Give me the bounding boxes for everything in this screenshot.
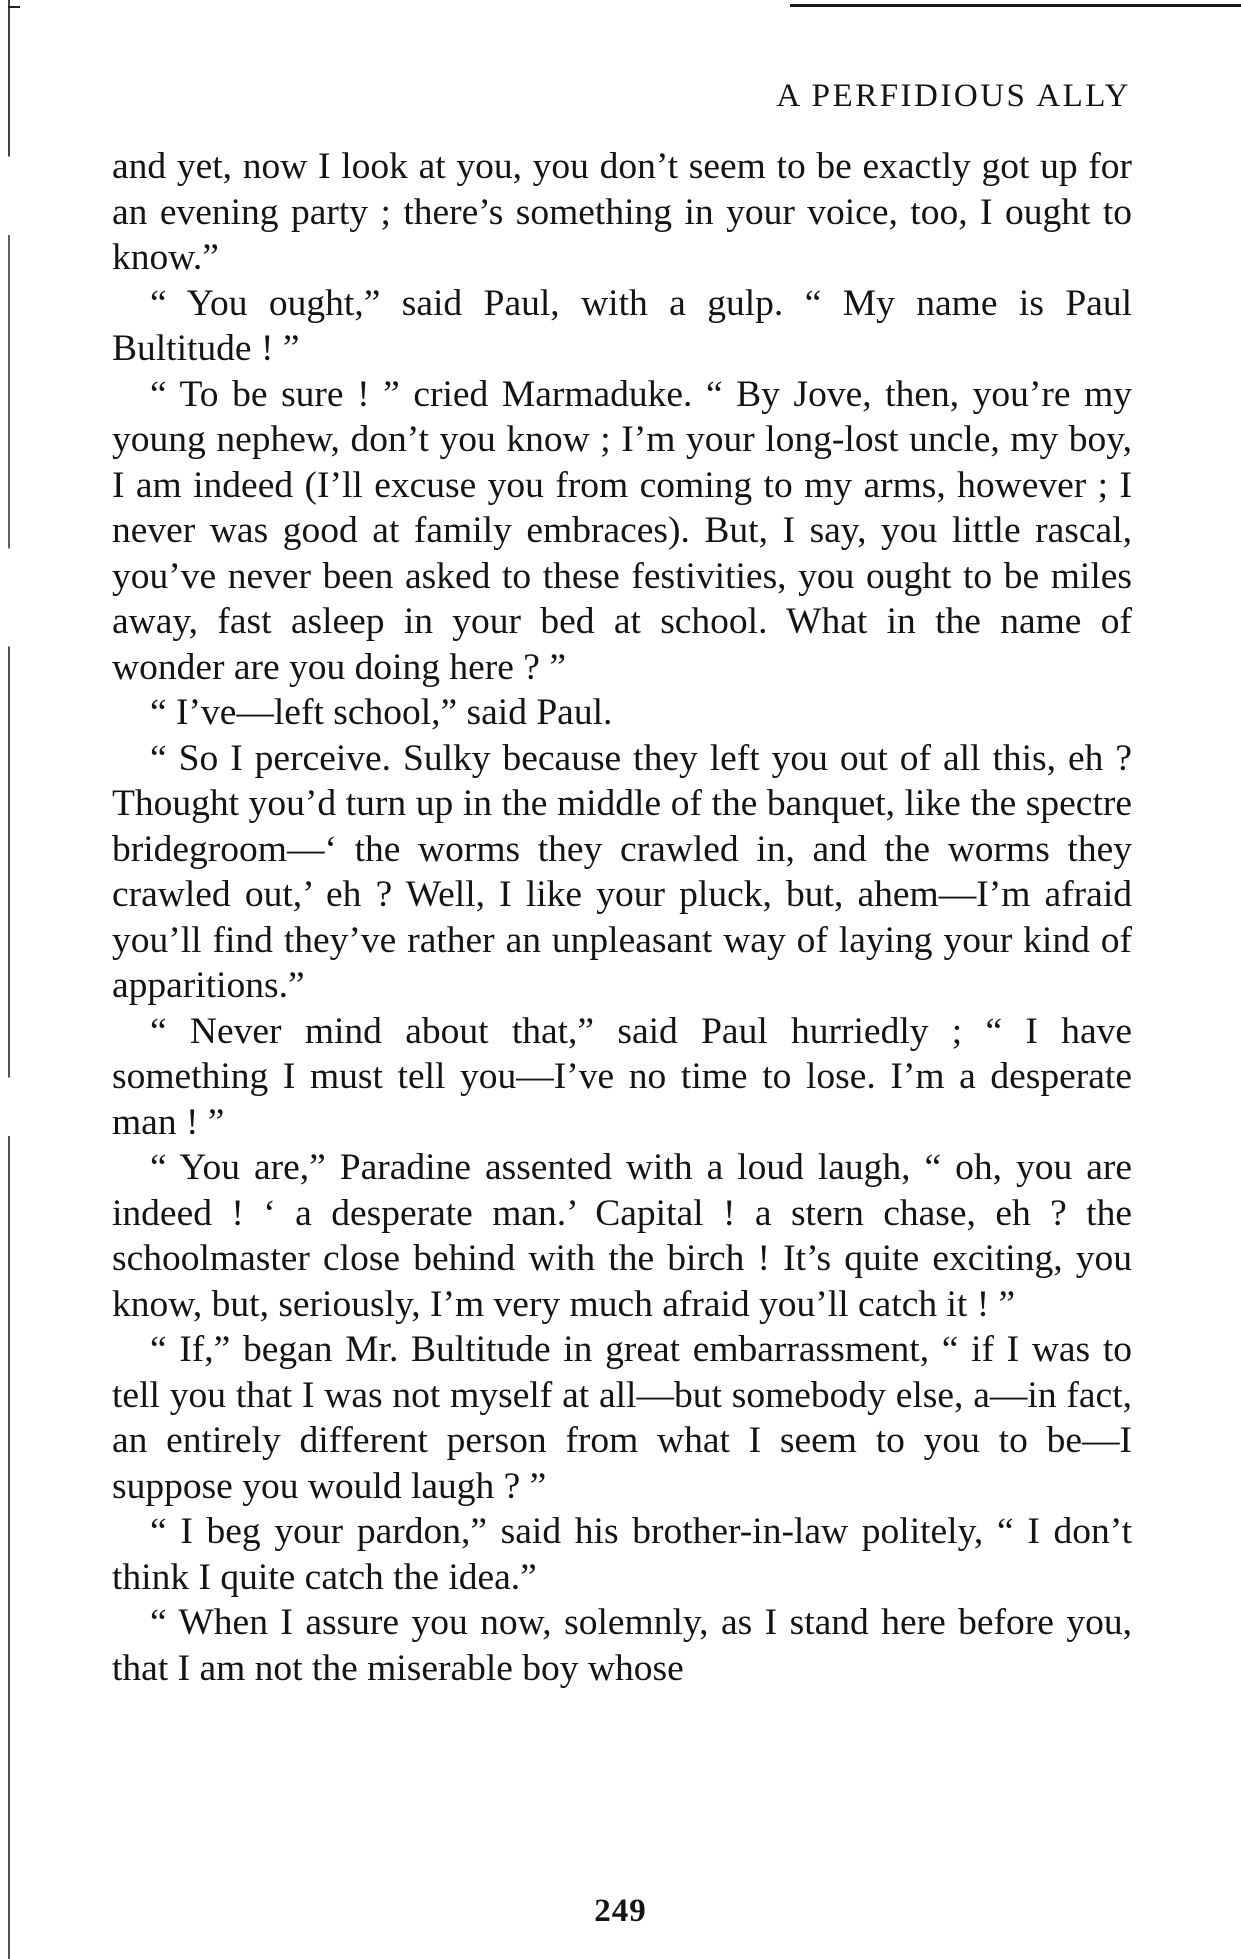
paragraph: “ To be sure ! ” cried Marmaduke. “ By Jove, then, you’re my young nephew, don’t you know ; I’m your long-lost uncle, my boy, I am indeed (I’ll excuse you from coming to my arms, however ; I never was good at family embraces). But, I say, you little rascal, you’ve never been asked to these festivities, you ought to be miles away, fast asleep in your bed at school. What in the name of wonder are you doing here ? ” — [112, 373, 1132, 688]
running-head: A PERFIDIOUS ALLY — [776, 78, 1131, 114]
paragraph: “ You ought,” said Paul, with a gulp. “ My name is Paul Bultitude ! ” — [112, 282, 1132, 369]
paragraph: “ So I perceive. Sulky because they left you out of all this, eh ? Thought you’d turn up in the middle of the banquet, like the spectre bridegroom—‘ the worms they crawled in, and the worms they crawled out,’ eh ? Well, I like your pluck, but, ahem—I’m afraid you’ll find they’ve rather an unpleasant way of laying your kind of apparitions.” — [112, 737, 1132, 1006]
paragraph: “ I beg your pardon,” said his brother-in-law politely, “ I don’t think I quite catch the idea.” — [112, 1511, 1132, 1598]
paragraph: “ When I assure you now, solemnly, as I stand here before you, that I am not the miserable boy whose — [112, 1602, 1132, 1689]
page-edge-tick — [8, 6, 20, 8]
paragraph: “ If,” began Mr. Bultitude in great embarrassment, “ if I was to tell you that I was not myself at all—but somebody else, a—in fact, an entirely different person from what I seem to you to be—I suppose you would laugh ? ” — [112, 1329, 1132, 1507]
paragraph: “ I’ve—left school,” said Paul. — [150, 692, 613, 733]
paragraph: “ Never mind about that,” said Paul hurriedly ; “ I have something I must tell you—I’ve no time to lose. I’m a desperate man ! ” — [112, 1010, 1132, 1143]
page-number: 249 — [594, 1893, 647, 1929]
body-text — [112, 144, 1132, 1691]
paragraph: “ You are,” Paradine assented with a loud laugh, “ oh, you are indeed ! ‘ a desperate man.’ Capital ! a stern chase, eh ? the schoolmaster close behind with the birch ! It’s quite exciting, you know, but, seriously, I’m very much afraid you’ll catch it ! ” — [112, 1147, 1132, 1325]
paragraph: and yet, now I look at you, you don’t seem to be exactly got up for an evening party ; there’s something in your voice, too, I ought to know.” — [112, 146, 1132, 278]
top-rule — [790, 4, 1241, 7]
page-edge — [8, 0, 10, 1959]
